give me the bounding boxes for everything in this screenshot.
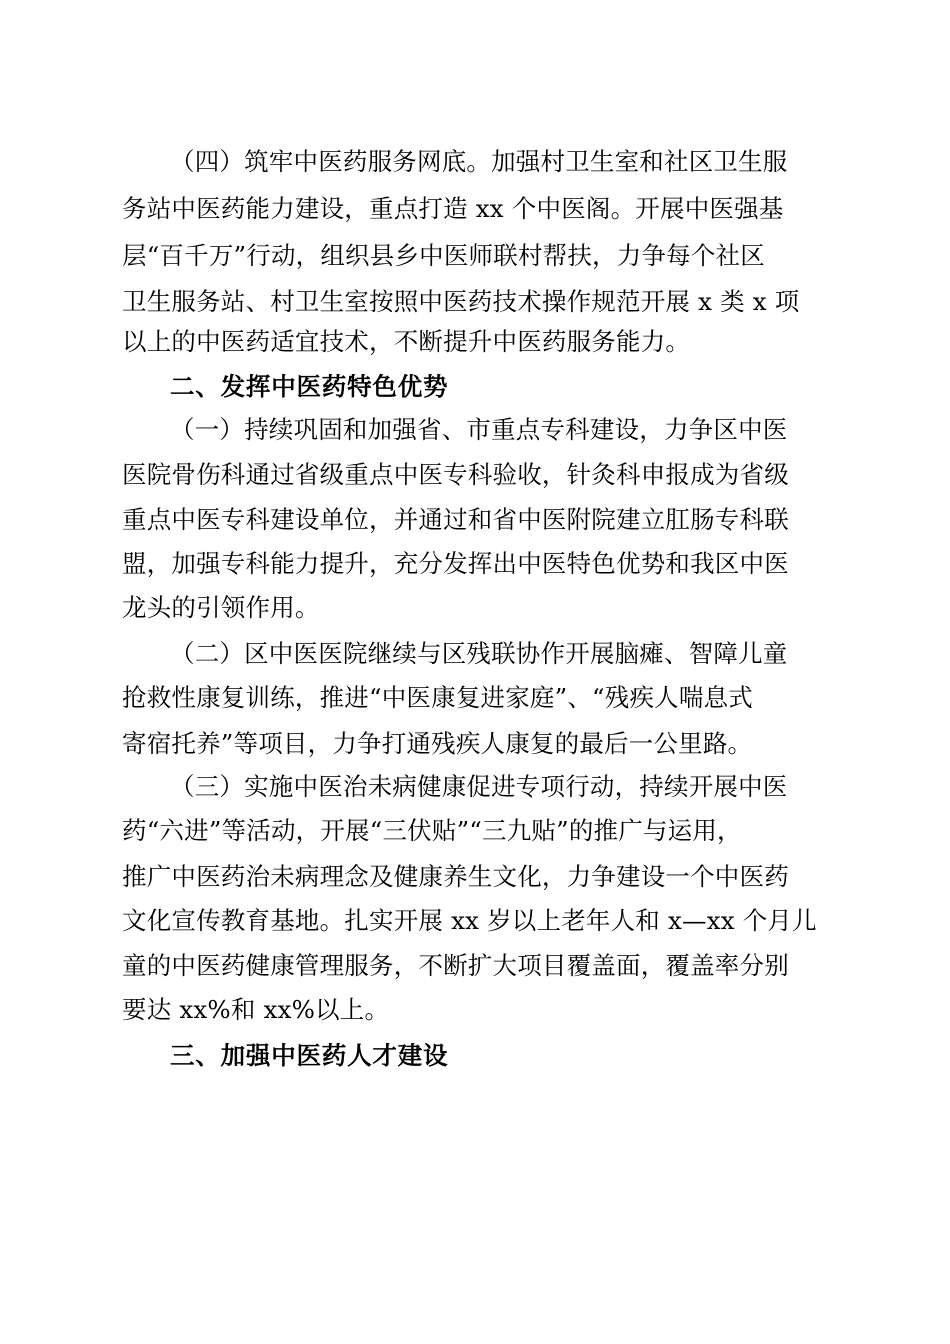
item-1-line-5: 龙头的引领作用。 (122, 593, 320, 622)
item-1-line-3: 重点中医专科建设单位，并通过和省中医附院建立肛肠专科联 (122, 505, 789, 534)
item-2-line-3: 寄宿托养”等项目，力争打通残疾人康复的最后一公里路。 (122, 729, 753, 758)
item-3-line-2: 药“六进”等活动，开展“三伏贴”“三九贴”的推广与运用， (122, 816, 742, 845)
heading-2: 二、发挥中医药特色优势 (170, 372, 449, 401)
item-1-line-4: 盟，加强专科能力提升，充分发挥出中医特色优势和我区中医 (122, 549, 789, 578)
item-2-line-1: （二）区中医医院继续与区残联协作开展脑瘫、智障儿童 (170, 639, 788, 668)
item-3-line-6: 要达 xx%和 xx%以上。 (122, 995, 390, 1024)
item-3-line-5: 童的中医药健康管理服务，不断扩大项目覆盖面，覆盖率分别 (122, 951, 789, 980)
item-2-line-2: 抢救性康复训练，推进“中医康复进家庭”、“残疾人喘息式 (122, 683, 753, 712)
item-1-line-1: （一）持续巩固和加强省、市重点专科建设，力争区中医 (170, 415, 788, 444)
section-4-line-4: 卫生服务站、村卫生室按照中医药技术操作规范开展 x 类 x 项 (122, 287, 800, 316)
heading-3: 三、加强中医药人才建设 (170, 1041, 449, 1070)
item-3-line-1: （三）实施中医治未病健康促进专项行动，持续开展中医 (170, 772, 788, 801)
item-3-line-4: 文化宣传教育基地。扎实开展 xx 岁以上老年人和 x—xx 个月儿 (122, 906, 817, 935)
section-4-line-1: （四）筑牢中医药服务网底。加强村卫生室和社区卫生服 (170, 147, 788, 176)
section-4-line-5: 以上的中医药适宜技术，不断提升中医药服务能力。 (122, 327, 691, 356)
section-4-line-3: 层“百千万”行动，组织县乡中医师联村帮扶，力争每个社区 (122, 241, 765, 270)
section-4-line-2: 务站中医药能力建设，重点打造 xx 个中医阁。开展中医强基 (122, 194, 784, 223)
item-3-line-3: 推广中医药治未病理念及健康养生文化，力争建设一个中医药 (122, 862, 789, 891)
item-1-line-2: 医院骨伤科通过省级重点中医专科验收，针灸科申报成为省级 (122, 460, 789, 489)
